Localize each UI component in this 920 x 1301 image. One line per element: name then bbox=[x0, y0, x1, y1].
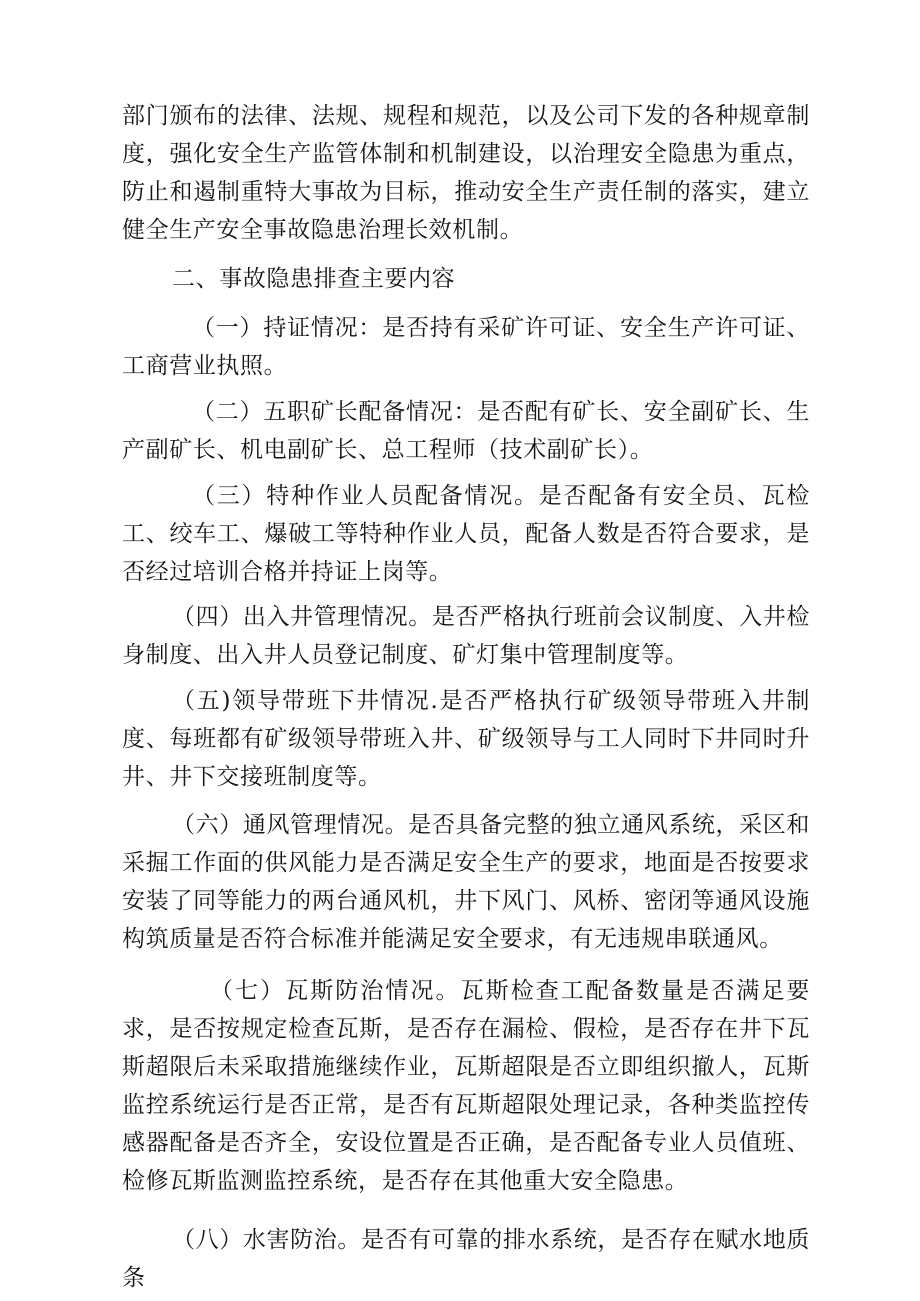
item-6-paragraph: （六）通风管理情况。是否具备完整的独立通风系统，采区和采掘工作面的供风能力是否满足安全生产的要求，地面是否按要求安装了同等能力的两台通风机，井下风门、风桥、密闭等通风设施构筑质量是否符合标准并能满足安全要求，有无违规串联通风。 bbox=[122, 812, 810, 952]
item-4-paragraph: （四）出入井管理情况。是否严格执行班前会议制度、入井检身制度、出入井人员登记制度、矿灯集中管理制度等。 bbox=[122, 604, 810, 668]
section-heading: 二、事故隐患排查主要内容 bbox=[172, 266, 456, 292]
item-3-paragraph: （三）特种作业人员配备情况。是否配备有安全员、瓦检工、绞车工、爆破工等特种作业人员，配备人数是否符合要求，是否经过培训合格并持证上岗等。 bbox=[122, 483, 810, 585]
item-1-paragraph: （一）持证情况：是否持有采矿许可证、安全生产许可证、工商营业执照。 bbox=[122, 315, 810, 379]
item-5-paragraph: （五)领导带班下井情况.是否严格执行矿级领导带班入井制度、每班都有矿级领导带班入井、矿级领导与工人同时下井同时升井、井下交接班制度等。 bbox=[122, 688, 810, 790]
item-7-paragraph: （七）瓦斯防治情况。瓦斯检查工配备数量是否满足要求，是否按规定检查瓦斯，是否存在漏检、假检，是否存在井下瓦斯超限后未采取措施继续作业，瓦斯超限是否立即组织撤人，瓦斯监控系统运行是否正常，是否有瓦斯超限处理记录，各种类监控传感器配备是否齐全，安设位置是否正确，是否配备专业人员值班、检修瓦斯监测监控系统，是否存在其他重大安全隐患。 bbox=[122, 978, 810, 1194]
item-8-paragraph: （八）水害防治。是否有可靠的排水系统，是否存在赋水地质条 bbox=[122, 1227, 810, 1291]
item-2-paragraph: （二）五职矿长配备情况：是否配有矿长、安全副矿长、生产副矿长、机电副矿长、总工程师（技术副矿长）。 bbox=[122, 399, 810, 463]
intro-paragraph-continuation: 部门颁布的法律、法规、规程和规范，以及公司下发的各种规章制度，强化安全生产监管体制和机制建设，以治理安全隐患为重点，防止和遏制重特大事故为目标，推动安全生产责任制的落实，建立健全生产安全事故隐患治理长效机制。 bbox=[122, 103, 810, 243]
